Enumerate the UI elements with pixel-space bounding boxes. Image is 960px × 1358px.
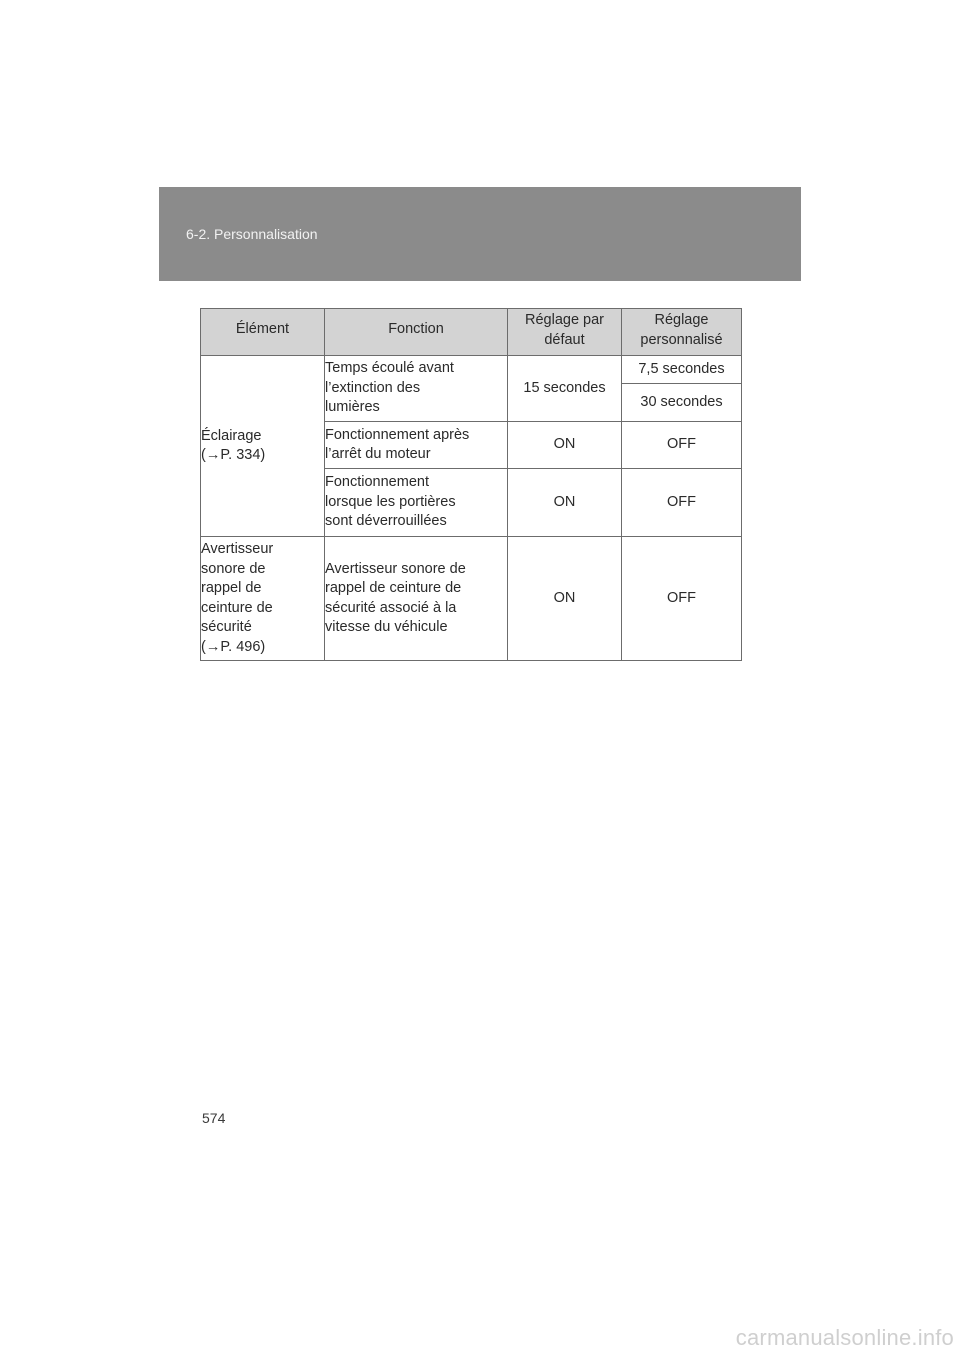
page-number: 574: [202, 1110, 226, 1126]
table-row: [201, 537, 742, 661]
customization-table: [200, 308, 742, 661]
column-header-item: Élément: [201, 309, 325, 356]
function-cell: Temps écoulé avant l’extinction des lumières: [325, 356, 508, 422]
watermark-text: carmanualsonline.info: [735, 1325, 954, 1350]
page-reference: (→P. 496): [201, 638, 266, 655]
default-value-cell: 15 secondes: [508, 356, 622, 422]
custom-value-cell: OFF: [622, 537, 742, 661]
column-header-function: Fonction: [325, 309, 508, 356]
page-reference: (→P. 334): [201, 447, 266, 463]
column-header-custom: Réglage personnalisé: [622, 309, 742, 356]
custom-value-cell: OFF: [622, 469, 742, 537]
custom-value-cell: 7,5 secondes: [622, 356, 742, 384]
function-cell: Fonctionnement après l’arrêt du moteur: [325, 422, 508, 469]
custom-value-cell: 30 secondes: [622, 384, 742, 422]
default-value-cell: ON: [508, 469, 622, 537]
section-title: 6-2. Personnalisation: [186, 226, 318, 242]
default-value-cell: ON: [508, 537, 622, 661]
section-header-bar: [159, 187, 801, 281]
item-cell-lighting: Éclairage (→P. 334): [201, 356, 325, 537]
column-header-default: Réglage par défaut: [508, 309, 622, 356]
table-header-row: [201, 309, 742, 356]
item-cell-seatbelt: Avertisseur sonore de rappel de ceinture de sécurité (→P. 496): [201, 537, 325, 661]
table-row: [201, 356, 742, 384]
function-cell: Fonctionnement lorsque les portières sont déverrouillées: [325, 469, 508, 537]
custom-value-cell: OFF: [622, 422, 742, 469]
default-value-cell: ON: [508, 422, 622, 469]
function-cell: Avertisseur sonore de rappel de ceinture de sécurité associé à la vitesse du véhicule: [325, 537, 508, 661]
